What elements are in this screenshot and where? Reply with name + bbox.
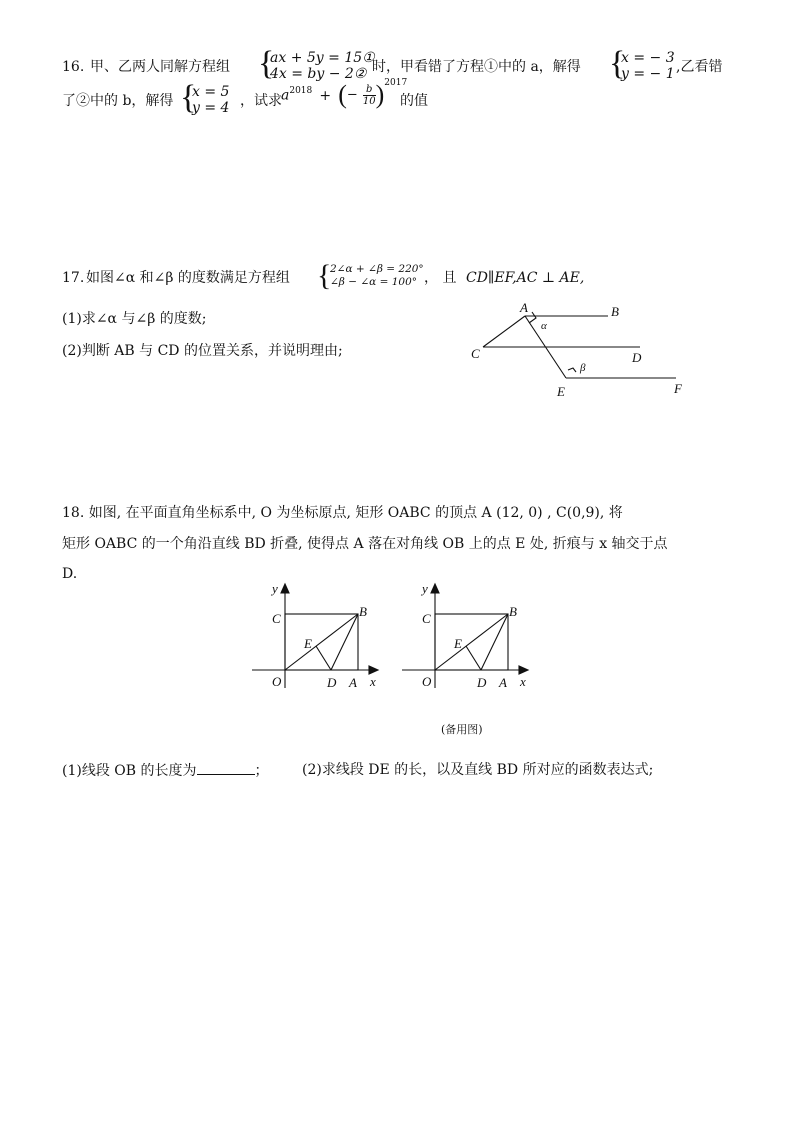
q18-spare-caption: (备用图) (441, 723, 483, 736)
q16-minus-sign: − (346, 87, 358, 103)
q16-equation-2: 4x = by − 2② (270, 66, 367, 82)
label-x: x (370, 674, 376, 689)
q16-solution-1-x: x = − 3 (621, 50, 675, 66)
label-x: x (520, 674, 526, 689)
q17-part-1: (1)求∠α 与∠β 的度数; (62, 311, 207, 327)
q16-system-brace: { (258, 45, 275, 82)
label-B: B (509, 604, 517, 619)
segment-DE (466, 646, 481, 670)
label-beta: β (580, 362, 586, 374)
q17-condition: CD∥EF,AC ⊥ AE, (466, 270, 585, 286)
q18-figure-main (252, 580, 388, 692)
fold-line-BD (481, 614, 508, 670)
q16-solution-1 (621, 50, 675, 82)
label-O: O (272, 674, 282, 689)
q18-line-1: 18. 如图, 在平面直角坐标系中, O 为坐标原点, 矩形 OABC 的顶点 A (12, 0) , C(0,9), 将 (62, 505, 623, 521)
q16-expr-plus: + (319, 87, 332, 104)
label-F: F (674, 381, 682, 396)
q16-solution-2 (192, 84, 229, 116)
q18-part-2: (2)求线段 DE 的长，以及直线 BD 所对应的函数表达式; (302, 762, 654, 778)
q16-left-paren: ( (338, 80, 347, 109)
q17-figure (468, 298, 698, 402)
segment-DE (316, 646, 331, 670)
line-AC (483, 316, 525, 347)
q18-figure-spare (402, 580, 538, 692)
q16-fraction (363, 84, 376, 107)
fold-line-BD (331, 614, 358, 670)
q16-text-2: 时，甲看错了方程①中的 a，解得 (372, 59, 581, 75)
label-alpha: α (541, 320, 547, 332)
q16-equation-1: ax + 5y = 15① (270, 50, 375, 66)
q16-equation-system (270, 50, 375, 82)
q17-number: 17. (62, 270, 85, 286)
q18-part-1 (62, 760, 269, 781)
q16-solution1-brace: { (609, 45, 626, 82)
q16-expr-base: a (281, 87, 290, 104)
label-E: E (557, 384, 565, 399)
q17-system-brace: { (317, 259, 332, 292)
label-B: B (611, 304, 619, 319)
q16-text-4: 了②中的 b，解得 (62, 93, 174, 109)
q16-expr-exponent-2: 2017 (384, 78, 408, 89)
label-C: C (422, 611, 431, 626)
q18-answer-blank[interactable] (197, 760, 255, 775)
q16-text-5: ，试求 (240, 93, 282, 109)
y-axis-arrow (281, 584, 289, 593)
q16-text-3: ,乙看错 (676, 59, 723, 75)
q16-text-6: 的值 (400, 93, 428, 109)
label-A: A (520, 300, 528, 315)
q18-line-3: D. (62, 566, 78, 582)
q16-text-1: 甲、乙两人同解方程组 (90, 59, 230, 75)
q17-equation-2: ∠β − ∠α = 100° (330, 276, 417, 288)
label-C: C (272, 611, 281, 626)
q16-solution-1-y: y = − 1 (621, 66, 675, 82)
q16-expr-exponent: 2018 (289, 86, 313, 97)
x-axis-arrow (519, 666, 528, 674)
y-axis-arrow (431, 584, 439, 593)
label-D: D (632, 350, 642, 365)
label-A: A (349, 675, 357, 690)
q16-fraction-numerator: b (363, 84, 376, 96)
q16-expression (281, 80, 407, 110)
label-O: O (422, 674, 432, 689)
q16-solution-2-x: x = 5 (192, 84, 230, 100)
q17-part-2: (2)判断 AB 与 CD 的位置关系，并说明理由; (62, 343, 343, 359)
label-B: B (359, 604, 367, 619)
right-angle-mark-A (529, 312, 536, 323)
q17-equation-system (330, 263, 424, 289)
q17-equation-1: 2∠α + ∠β = 220° (330, 263, 424, 275)
label-y: y (272, 581, 278, 596)
diagonal-OB (435, 614, 508, 670)
label-A: A (499, 675, 507, 690)
q16-solution-2-y: y = 4 (192, 100, 230, 116)
q17-text-1: 如图∠α 和∠β 的度数满足方程组 (86, 270, 290, 286)
q16-number: 16. (62, 59, 85, 75)
q17-text-2: ， 且 (424, 270, 457, 286)
diagonal-OB (285, 614, 358, 670)
x-axis-arrow (369, 666, 378, 674)
q18-part-1-semicolon: ； (254, 763, 269, 779)
label-C: C (471, 346, 480, 361)
label-E: E (304, 636, 312, 651)
q18-part-1-text: (1)线段 OB 的长度为 (62, 763, 197, 779)
q16-solution2-brace: { (180, 79, 197, 116)
label-E: E (454, 636, 462, 651)
label-D: D (477, 675, 487, 690)
label-y: y (422, 581, 428, 596)
q18-line-2: 矩形 OABC 的一个角沿直线 BD 折叠, 使得点 A 落在对角线 OB 上的点 E 处, 折痕与 x 轴交于点 (62, 536, 668, 552)
right-angle-mark-E (568, 368, 576, 372)
q16-fraction-denominator: 10 (362, 95, 376, 107)
q16-right-paren: ) (375, 80, 385, 109)
label-D: D (327, 675, 337, 690)
